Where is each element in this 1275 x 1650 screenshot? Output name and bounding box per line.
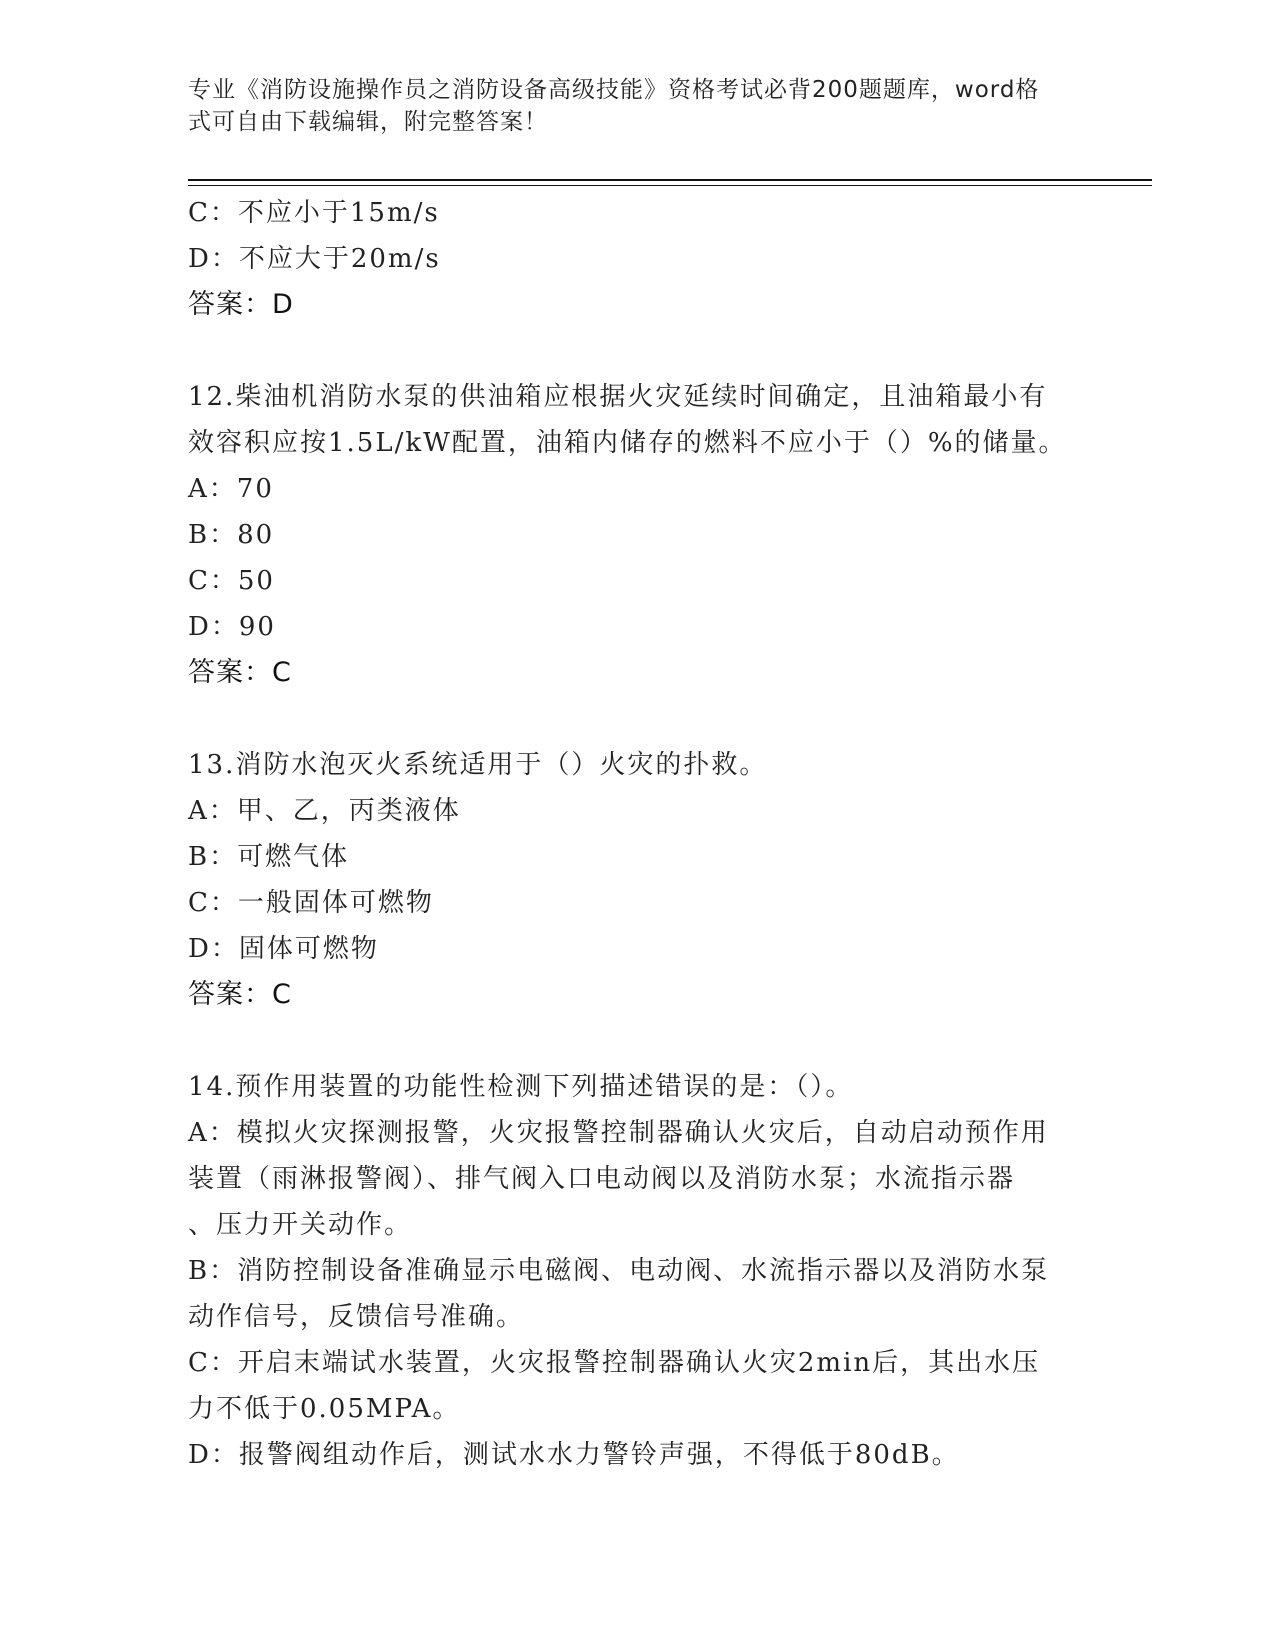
option-c: C：不应小于15m/s — [188, 198, 440, 228]
header-divider-thin — [188, 185, 1152, 186]
option-c: C：开启末端试水装置，火灾报警控制器确认火灾2min后，其出水压 — [188, 1348, 1041, 1378]
question-14 — [188, 1064, 1088, 1478]
question-stem: 12.柴油机消防水泵的供油箱应根据火灾延续时间确定，且油箱最小有 — [188, 382, 1048, 412]
option-b-cont: 动作信号，反馈信号准确。 — [188, 1302, 525, 1332]
answer: 答案：D — [188, 289, 294, 320]
option-c-cont: 力不低于0.05MPA。 — [188, 1394, 461, 1424]
option-c: C：50 — [188, 566, 275, 596]
option-a-cont: 、压力开关动作。 — [188, 1210, 413, 1240]
option-b: B：可燃气体 — [188, 842, 350, 872]
header-divider-thick — [188, 179, 1152, 181]
option-a-cont: 装置（雨淋报警阀）、排气阀入口电动阀以及消防水泵；水流指示器 — [188, 1164, 1016, 1194]
question-stem: 14.预作用装置的功能性检测下列描述错误的是：（）。 — [188, 1072, 854, 1102]
option-a: A：甲、乙，丙类液体 — [188, 796, 461, 826]
option-b: B：80 — [188, 520, 275, 550]
option-d: D：固体可燃物 — [188, 934, 379, 964]
option-a: A：70 — [188, 474, 274, 504]
answer: 答案：C — [188, 657, 292, 688]
question-12 — [188, 374, 1088, 696]
option-c: C：一般固体可燃物 — [188, 888, 434, 918]
answer: 答案：C — [188, 979, 292, 1010]
spacer — [188, 696, 1088, 742]
question-stem: 13.消防水泡灭火系统适用于（）火灾的扑救。 — [188, 750, 768, 780]
option-d: D：不应大于20m/s — [188, 244, 441, 274]
spacer — [188, 328, 1088, 374]
option-d: D：90 — [188, 612, 276, 642]
header-line-1: 专业《消防设施操作员之消防设备高级技能》资格考试必背200题题库，word格 — [188, 77, 1040, 103]
header-line-2: 式可自由下载编辑，附完整答案！ — [188, 109, 548, 135]
question-stem-cont: 效容积应按1.5L/kW配置，油箱内储存的燃料不应小于（）%的储量。 — [188, 428, 1067, 458]
document-header — [188, 74, 1068, 138]
option-a: A：模拟火灾探测报警，火灾报警控制器确认火灾后，自动启动预作用 — [188, 1118, 1049, 1148]
option-b: B：消防控制设备准确显示电磁阀、电动阀、水流指示器以及消防水泵 — [188, 1256, 1050, 1286]
option-d: D：报警阀组动作后，测试水水力警铃声强，不得低于80dB。 — [188, 1440, 960, 1470]
spacer — [188, 1018, 1088, 1064]
question-list — [188, 190, 1088, 1478]
question-13 — [188, 742, 1088, 1018]
question-11-tail — [188, 190, 1088, 328]
